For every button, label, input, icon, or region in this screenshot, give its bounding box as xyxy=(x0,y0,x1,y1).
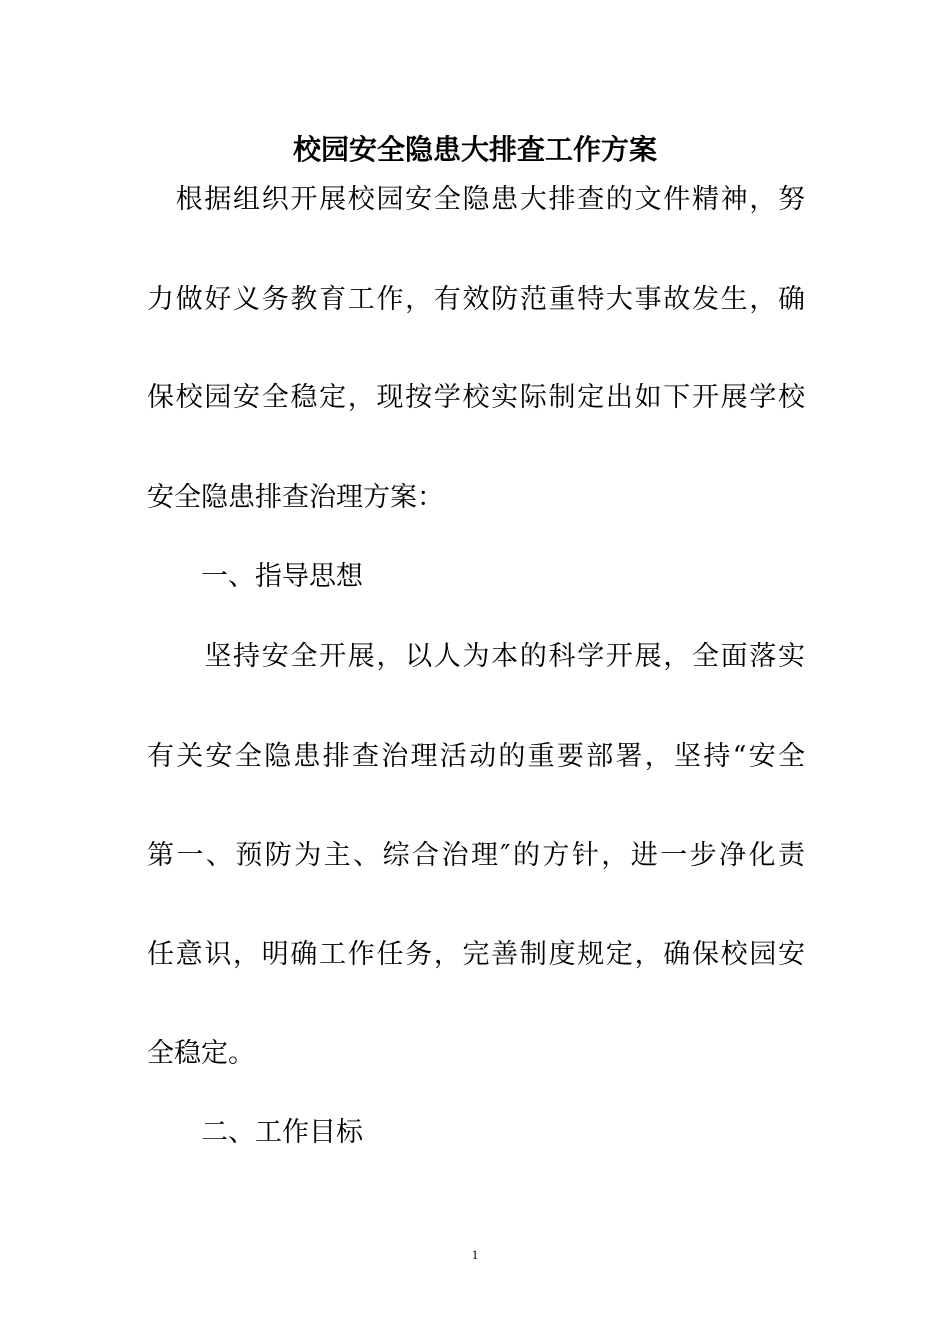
paragraph-line: 第一、预防为主、综合治理″的方针，进一步净化责 xyxy=(147,840,805,871)
paragraph-line: 坚持安全开展，以人为本的科学开展，全面落实 xyxy=(147,641,805,672)
paragraph-line: 安全隐患排查治理方案： xyxy=(147,482,444,513)
paragraph-line: 力做好义务教育工作，有效防范重特大事故发生，确 xyxy=(147,284,805,315)
paragraph-line: 有关安全隐患排查治理活动的重要部署，坚持“安全 xyxy=(147,741,805,772)
section-heading: 二、工作目标 xyxy=(147,1117,363,1148)
section-heading: 一、指导思想 xyxy=(147,561,363,592)
paragraph-line: 任意识，明确工作任务，完善制度规定，确保校园安 xyxy=(147,939,805,970)
paragraph-line: 根据组织开展校园安全隐患大排查的文件精神，努 xyxy=(147,184,805,215)
page-number: 1 xyxy=(471,1247,479,1262)
paragraph-line: 全稳定。 xyxy=(147,1038,255,1069)
paragraph-line: 保校园安全稳定，现按学校实际制定出如下开展学校 xyxy=(147,382,805,413)
document-title: 校园安全隐患大排查工作方案 xyxy=(292,133,657,166)
